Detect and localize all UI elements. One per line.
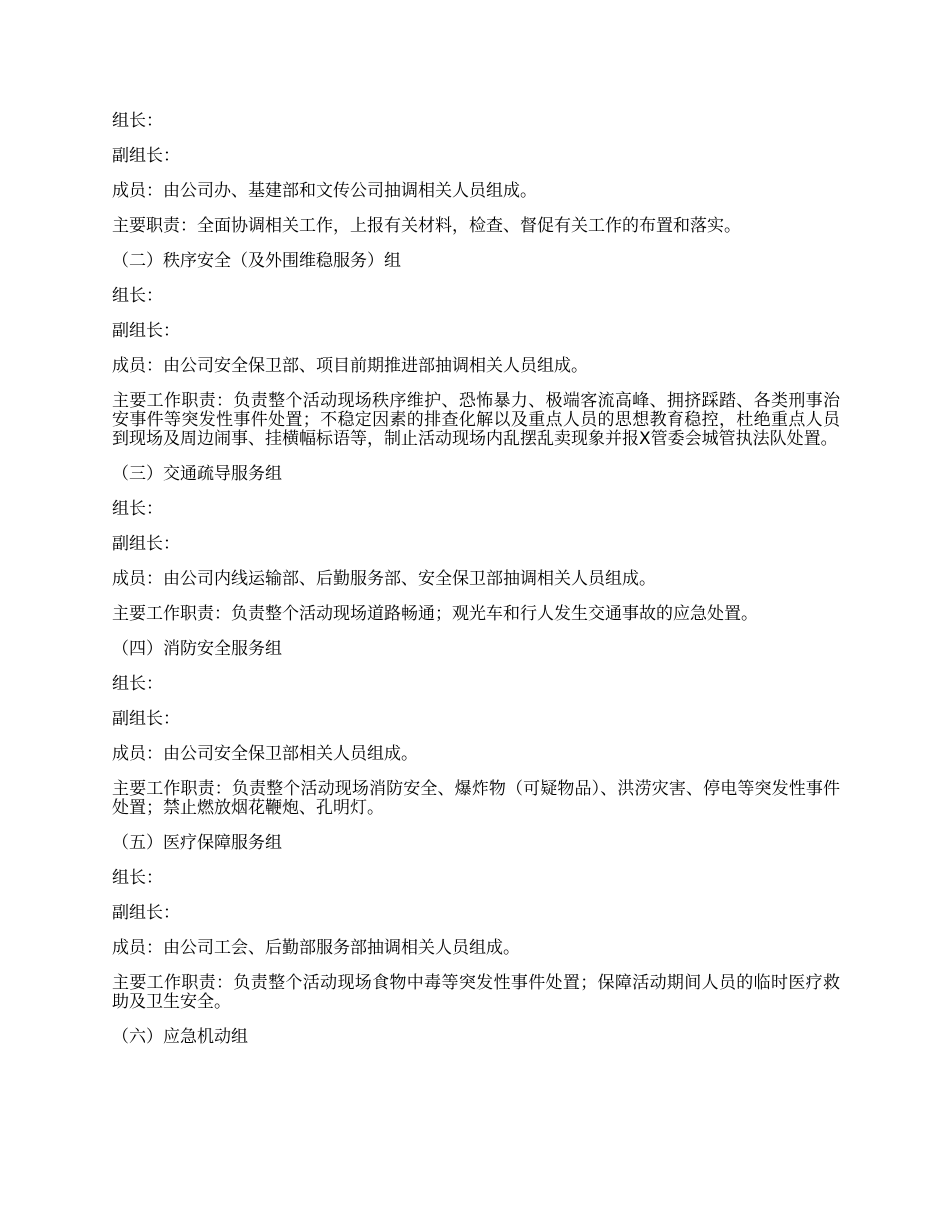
section-heading-medical: （五）医疗保障服务组: [112, 833, 282, 853]
deputy-leader-line: 副组长：: [112, 321, 180, 341]
deputy-leader-line: 副组长：: [112, 709, 180, 729]
section-heading-fire-safety: （四）消防安全服务组: [112, 639, 282, 659]
members-line: 成员：由公司安全保卫部、项目前期推进部抽调相关人员组成。: [112, 356, 588, 376]
document-body: [112, 112, 840, 1063]
members-line: 成员：由公司工会、后勤部服务部抽调相关人员组成。: [112, 938, 520, 958]
leader-line: 组长：: [112, 286, 163, 306]
members-line: 成员：由公司内线运输部、后勤服务部、安全保卫部抽调相关人员组成。: [112, 569, 656, 589]
leader-line: 组长：: [112, 499, 163, 519]
members-line: 成员：由公司安全保卫部相关人员组成。: [112, 744, 418, 764]
leader-line: 组长：: [112, 868, 163, 888]
duties-line: 主要工作职责：负责整个活动现场消防安全、爆炸物（可疑物品）、洪涝灾害、停电等突发性事件处置；禁止燃放烟花鞭炮、孔明灯。: [112, 779, 840, 818]
section-heading-traffic: （三）交通疏导服务组: [112, 464, 282, 484]
section-heading-emergency: （六）应急机动组: [112, 1027, 248, 1047]
deputy-leader-line: 副组长：: [112, 903, 180, 923]
duties-line: 主要职责：全面协调相关工作，上报有关材料，检查、督促有关工作的布置和落实。: [112, 216, 741, 236]
members-line: 成员：由公司办、基建部和文传公司抽调相关人员组成。: [112, 181, 537, 201]
deputy-leader-line: 副组长：: [112, 146, 180, 166]
duties-line: 主要工作职责：负责整个活动现场食物中毒等突发性事件处置；保障活动期间人员的临时医疗救助及卫生安全。: [112, 973, 840, 1012]
deputy-leader-line: 副组长：: [112, 534, 180, 554]
duties-line: 主要工作职责：负责整个活动现场秩序维护、恐怖暴力、极端客流高峰、拥挤踩踏、各类刑事治安事件等突发性事件处置；不稳定因素的排查化解以及重点人员的思想教育稳控，杜绝重点人员到现场及周边闹事、挂横幅标语等，制止活动现场内乱摆乱卖现象并报X管委会城管执法队处置。: [112, 391, 840, 449]
section-heading-order-security: （二）秩序安全（及外围维稳服务）组: [112, 251, 401, 271]
leader-line: 组长：: [112, 111, 163, 131]
duties-line: 主要工作职责：负责整个活动现场道路畅通；观光车和行人发生交通事故的应急处置。: [112, 604, 758, 624]
leader-line: 组长：: [112, 674, 163, 694]
